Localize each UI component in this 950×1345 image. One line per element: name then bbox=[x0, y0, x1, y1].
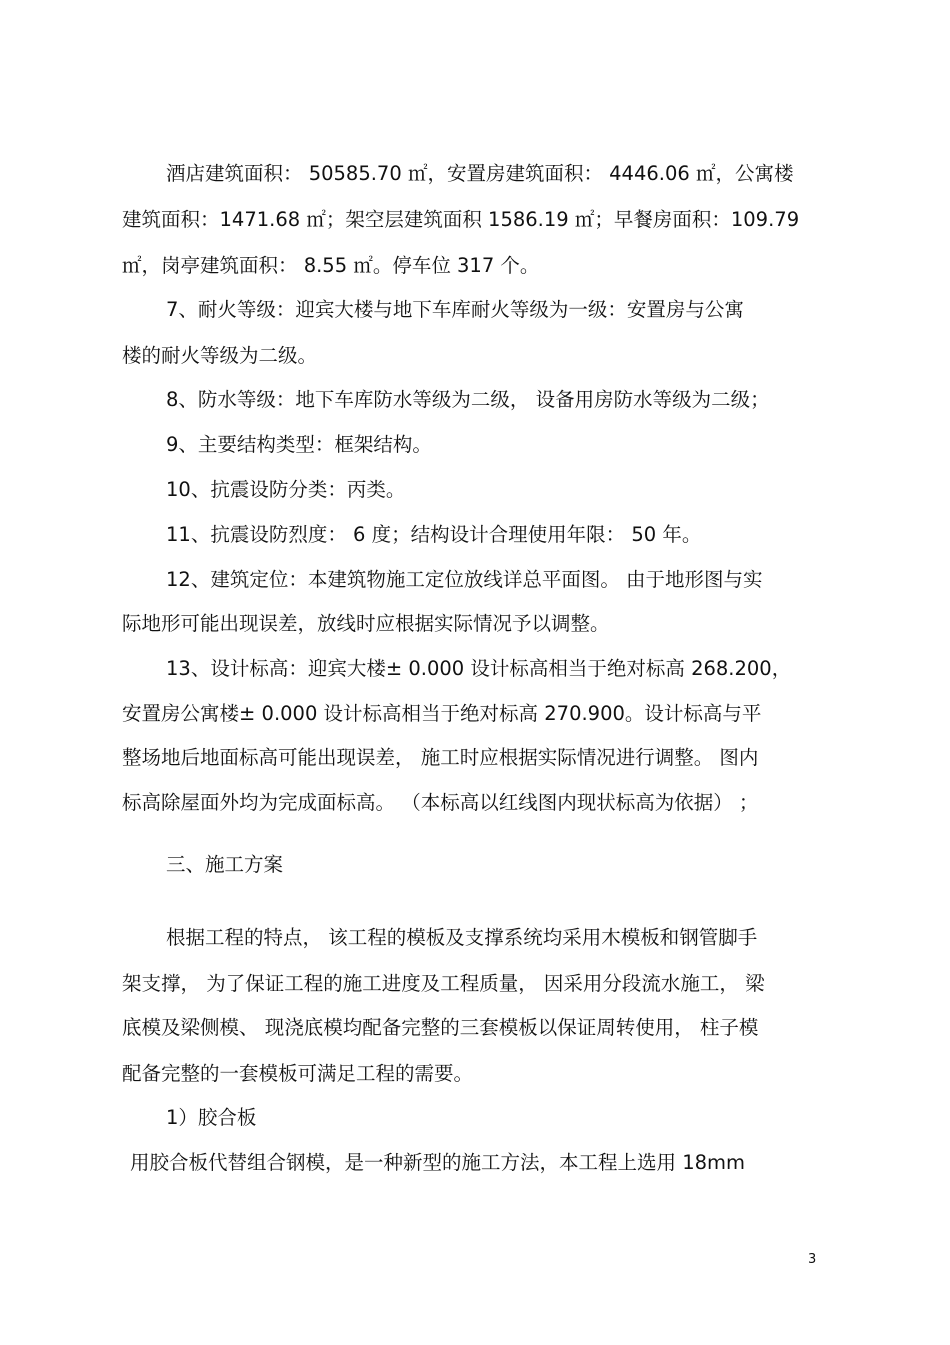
text-line: 整场地后地面标高可能出现误差， 施工时应根据实际情况进行调整。 图内 bbox=[122, 746, 759, 769]
text-line: ㎡，岗亭建筑面积： 8.55 ㎡。停车位 317 个。 bbox=[122, 254, 540, 277]
text-line: 际地形可能出现误差，放线时应根据实际情况予以调整。 bbox=[122, 612, 610, 635]
subheading: 1）胶合板 bbox=[166, 1106, 257, 1129]
text-line: 12、建筑定位：本建筑物施工定位放线详总平面图。 由于地形图与实 bbox=[166, 568, 763, 591]
text-line: 用胶合板代替组合钢模，是一种新型的施工方法，本工程上选用 18mm bbox=[130, 1151, 746, 1174]
text-line: 9、主要结构类型：框架结构。 bbox=[166, 433, 432, 456]
text-line: 楼的耐火等级为二级。 bbox=[122, 344, 318, 367]
text-line: 8、防水等级：地下车库防水等级为二级， 设备用房防水等级为二级； bbox=[166, 388, 770, 411]
text-line: 7、耐火等级：迎宾大楼与地下车库耐火等级为一级：安置房与公寓 bbox=[166, 298, 744, 321]
text-line: 11、抗震设防烈度： 6 度；结构设计合理使用年限： 50 年。 bbox=[166, 523, 702, 546]
page-number: 3 bbox=[808, 1252, 817, 1267]
text-line: 安置房公寓楼± 0.000 设计标高相当于绝对标高 270.900。设计标高与平 bbox=[122, 702, 762, 725]
text-line: 标高除屋面外均为完成面标高。 （本标高以红线图内现状标高为依据） ； bbox=[122, 791, 759, 814]
section-heading: 三、施工方案 bbox=[166, 853, 284, 876]
text-line: 13、设计标高：迎宾大楼± 0.000 设计标高相当于绝对标高 268.200， bbox=[166, 657, 792, 680]
text-line: 10、抗震设防分类：丙类。 bbox=[166, 478, 406, 501]
text-line: 酒店建筑面积： 50585.70 ㎡，安置房建筑面积： 4446.06 ㎡，公寓楼 bbox=[166, 162, 794, 185]
text-line: 根据工程的特点， 该工程的模板及支撑系统均采用木模板和钢管脚手 bbox=[166, 926, 758, 949]
text-line: 配备完整的一套模板可满足工程的需要。 bbox=[122, 1062, 474, 1085]
text-line: 底模及梁侧模、 现浇底模均配备完整的三套模板以保证周转使用， 柱子模 bbox=[122, 1016, 759, 1039]
text-line: 建筑面积：1471.68 ㎡；架空层建筑面积 1586.19 ㎡；早餐房面积：109.79 bbox=[122, 208, 800, 231]
text-line: 架支撑， 为了保证工程的施工进度及工程质量， 因采用分段流水施工， 梁 bbox=[122, 972, 765, 995]
